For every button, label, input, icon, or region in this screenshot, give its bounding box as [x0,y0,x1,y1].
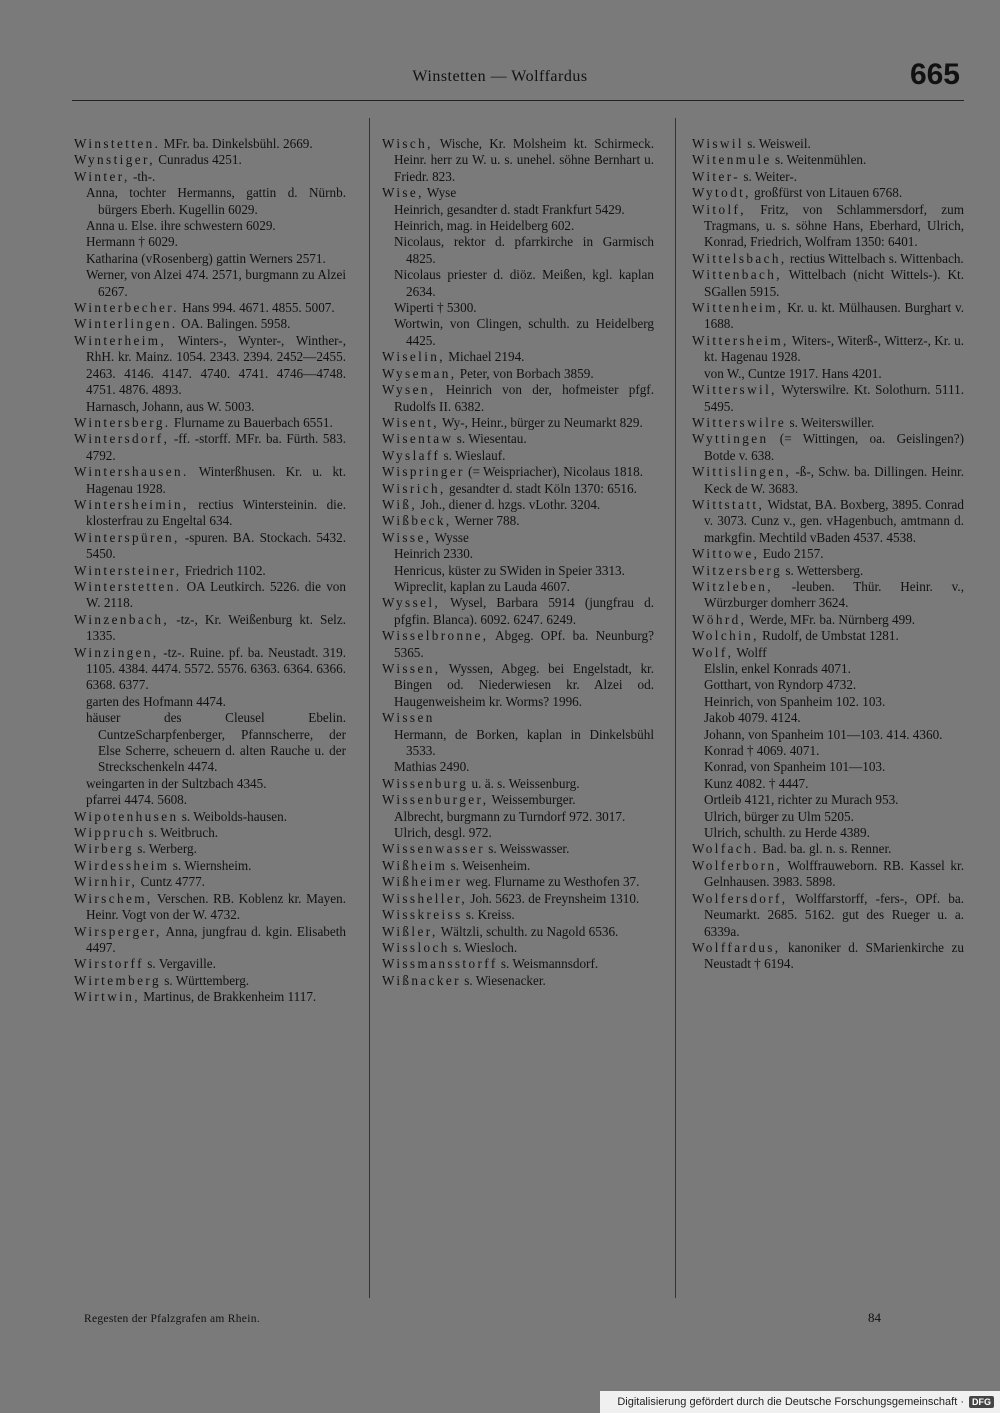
index-subentry: Anna u. Else. ihre schwestern 6029. [86,218,276,234]
entry-headword: Wittowe, [692,546,760,562]
entry-text: -th-. [129,168,156,184]
entry-headword: Wissenwasser [382,841,485,857]
dfg-logo-icon: DFG [969,1396,994,1408]
entry-headword: Wiswil [692,136,744,151]
index-entry [692,202,964,251]
entry-text: gesandter d. stadt Köln 1370: 6516. [445,480,637,496]
entry-text: s. Weismannsdorf. [497,956,599,972]
entry-headword: Wittelsbach, [692,250,787,266]
entry-text: rectius Wittelbach s. Wittenbach. [786,250,964,266]
index-entry [74,612,346,645]
index-subentry: Jakob 4079. 4124. [704,710,801,726]
entry-headword: Wintersheimin, [74,496,189,512]
footer-sheet-number: 84 [868,1310,881,1325]
entry-text: Wolff [733,644,767,660]
entry-headword: Wisrich, [382,480,446,496]
entry-headword: Wissmansstorff [382,956,498,972]
entry-text: Wittelbach (nicht Wittels-). Kt. SGallen 5915. [704,267,964,299]
index-column-3 [692,136,964,973]
entry-headword: Wißler, [382,923,438,939]
entry-text: rectius Wintersteinin. die. klosterfrau zu Engeltal 634. [86,496,346,529]
entry-text: s. Weisswasser. [484,841,570,857]
index-entry [692,579,964,612]
index-entry [382,530,654,546]
entry-text: Abgeg. OPf. ba. Neunburg? 5365. [394,628,654,660]
index-entry [382,710,654,726]
entry-text: s. Wiernsheim. [169,857,252,873]
entry-text: s. Wieslauf. [440,447,506,463]
entry-text: Hans 994. 4671. 4855. 5007. [179,300,335,316]
entry-text: Werner 788. [451,513,520,529]
index-entry [692,497,964,546]
entry-text: Eudo 2157. [759,546,824,562]
index-entry [382,513,654,529]
index-subentry: Ulrich, schulth. zu Herde 4389. [704,825,870,841]
index-column-2 [382,136,654,989]
index-entry [382,349,654,365]
entry-headword: Wißbeck, [382,513,452,529]
entry-headword: Winter, [74,168,130,184]
index-entry [382,497,654,513]
index-entry [382,382,654,415]
entry-headword: Wolfach. [692,841,759,857]
index-entry [382,136,654,185]
entry-text: Wyse [423,185,457,201]
index-entry [74,858,346,874]
entry-text: Wolffrauweborn. RB. Kassel kr. Gelnhausen. 3983. 5898. [704,857,964,890]
entry-text: Wältzli, schulth. zu Nagold 6536. [437,923,619,939]
entry-headword: Wiselin, [382,349,445,365]
index-entry [74,497,346,530]
column-separator [675,118,676,1298]
entry-headword: Wolchin, [692,628,759,644]
entry-text: Joh. 5623. de Freynsheim 1310. [467,890,640,906]
entry-headword: Winterspüren, [74,529,180,545]
index-entry [382,973,654,989]
entry-headword: Wirtemberg [74,972,161,988]
index-subentry: garten des Hofmann 4474. [86,693,226,709]
entry-headword: Wirtwin, [74,989,140,1005]
index-entry [74,874,346,890]
entry-headword: Winzingen, [74,644,159,660]
entry-text: Widstat, BA. Boxberg, 3895. Conrad v. 3073. Cunz v., gen. vHagenbuch, amtmann d. markgfin. Mechtild vBaden 4537. 4538. [704,496,964,545]
entry-text: Witers-, Witerß-, Witterz-, Kr. u. kt. Hagenau 1928. [704,332,964,365]
index-subentry: Ulrich, desgl. 972. [394,825,492,841]
entry-text: Peter, von Borbach 3859. [456,365,594,381]
entry-text: -ß-, Schw. ba. Dillingen. Heinr. Keck de W. 3683. [704,464,964,496]
index-entry [74,300,346,316]
index-subentry: weingarten in der Sultzbach 4345. [86,775,267,791]
entry-text: s. Kreiss. [462,907,515,923]
index-entry [382,841,654,857]
index-subentry: Anna, tochter Hermanns, gattin d. Nürnb. bürgers Eberh. Kugellin 6029. [86,185,346,217]
entry-text: s. Württemberg. [160,972,250,988]
index-entry [692,152,964,168]
index-entry [382,628,654,661]
index-entry [74,415,346,431]
index-entry [382,366,654,382]
entry-headword: Wintersdorf, [74,431,170,447]
entry-text: s. Weitbruch. [145,825,219,841]
entry-text: s. Wiesloch. [449,939,518,955]
index-entry [692,858,964,891]
index-entry [74,579,346,612]
entry-text: Wyssen, Abgeg. bei Engelstadt, kr. Bingen od. Niederwiesen kr. Alzei od. Haugenweisheim kr. Worms? 1996. [394,661,654,709]
index-entry [692,251,964,267]
index-entry [382,595,654,628]
index-subentry: Konrad, von Spanheim 101—103. [704,759,886,775]
index-subentry: Nicolaus priester d. diöz. Meißen, kgl. kaplan 2634. [394,267,654,299]
entry-headword: Winterbecher. [74,300,179,316]
entry-headword: Wynstiger, [74,152,155,168]
entry-text: Wyterswilre. Kt. Solothurn. 5111. 5495. [704,382,964,414]
index-entry [692,546,964,562]
index-subentry: Albrecht, burgmann zu Turndorf 972. 3017. [394,808,626,824]
entry-text: s. Weisweil. [743,136,811,151]
index-entry [692,841,964,857]
entry-text: -tz-, Kr. Weißenburg kt. Selz. 1335. [86,611,346,644]
index-entry [74,989,346,1005]
entry-headword: Wolferborn, [692,857,783,873]
index-entry [74,924,346,957]
index-entry [692,628,964,644]
entry-headword: Witer- [692,168,741,184]
entry-headword: Winterheim, [74,332,167,348]
entry-headword: Wiß, [382,496,418,512]
index-entry [382,185,654,201]
entry-text: Friedrich 1102. [181,562,266,578]
entry-text: Cuntz 4777. [137,874,205,890]
index-subentry: Henricus, küster zu SWiden in Speier 3313. [394,562,625,578]
index-subentry: Wortwin, von Clingen, schulth. zu Heidelberg 4425. [394,316,654,348]
entry-text: s. Wiesentau. [453,431,527,447]
index-subentry: Wipreclit, kaplan zu Lauda 4607. [394,578,570,594]
entry-headword: Wysen, [382,382,436,398]
index-subentry: Elslin, enkel Konrads 4071. [704,661,851,676]
index-entry [692,431,964,464]
entry-headword: Winstetten. [74,136,161,151]
index-entry [382,464,654,480]
index-column-1 [74,136,346,1006]
index-entry [692,415,964,431]
entry-headword: Wißheim [382,857,448,873]
entry-headword: Wissen [382,710,435,726]
index-entry [692,563,964,579]
index-entry [692,645,964,661]
index-entry [382,661,654,710]
entry-headword: Winzenbach, [74,611,170,627]
index-entry [692,612,964,628]
entry-text: Wolffarstorff, -fers-, OPf. ba. Neumarkt. 2685. 5162. gut des Rueger u. a. 6339a. [704,890,964,939]
entry-headword: Wolffardus, [692,939,781,955]
index-subentry: Gotthart, von Ryndorp 4732. [704,677,857,693]
entry-text: (= Weispriacher), Nicolaus 1818. [464,464,644,480]
entry-headword: Winterstetten. [74,578,182,594]
entry-headword: Wintersteiner, [74,562,182,578]
index-entry [74,645,346,694]
index-subentry: Harnasch, Johann, aus W. 5003. [86,398,255,414]
entry-headword: Winterlingen. [74,316,178,332]
index-subentry: Heinrich, gesandter d. stadt Frankfurt 5429. [394,201,625,217]
entry-text: s. Weiterswiller. [786,414,875,430]
index-subentry: Werner, von Alzei 474. 2571, burgmann zu Alzei 6267. [86,267,346,299]
entry-text: Flurname zu Bauerbach 6551. [170,414,333,430]
entry-headword: Wirschem, [74,890,153,906]
index-entry [74,809,346,825]
page-number: 665 [909,58,960,91]
entry-text: -spuren. BA. Stockach. 5432. 5450. [86,529,346,562]
entry-headword: Wisselbronne, [382,628,489,644]
index-entry [692,169,964,185]
index-entry [692,185,964,201]
index-entry [382,907,654,923]
entry-headword: Witenmule [692,152,772,168]
index-subentry: Heinrich, von Spanheim 102. 103. [704,693,886,709]
index-entry [74,136,346,152]
index-subentry: Mathias 2490. [394,759,470,775]
entry-text: Wysel, Barbara 5914 (jungfrau d. pfgfin. Blanca). 6092. 6247. 6249. [394,595,654,627]
entry-headword: Wittislingen, [692,464,792,480]
entry-headword: Wintershausen. [74,464,189,480]
entry-text: s. Weiter-. [740,168,798,184]
entry-text: Werde, MFr. ba. Nürnberg 499. [746,611,916,627]
entry-headword: Wolfersdorf, [692,890,788,906]
index-entry [74,530,346,563]
entry-headword: Wisent, [382,414,439,430]
entry-headword: Wissheller, [382,890,468,906]
entry-text: s. Wiesenacker. [460,972,546,988]
entry-text: Anna, jungfrau d. kgin. Elisabeth 4497. [86,923,346,955]
index-entry [74,973,346,989]
index-subentry: Hermann † 6029. [86,234,178,250]
index-entry [382,431,654,447]
entry-text: Wy-, Heinr., bürger zu Neumarkt 829. [438,414,643,430]
entry-headword: Wittersheim, [692,332,789,348]
entry-headword: Wisch, [382,136,433,151]
index-subentry: Nicolaus, rektor d. pfarrkirche in Garmisch 4825. [394,234,654,266]
index-entry [74,333,346,399]
index-entry [74,169,346,185]
entry-headword: Wöhrd, [692,611,747,627]
entry-headword: Wytodt, [692,185,751,201]
index-entry [74,464,346,497]
entry-headword: Witzersberg [692,562,783,578]
index-subentry: Katharina (vRosenberg) gattin Werners 2571. [86,250,326,266]
entry-text: Michael 2194. [445,349,525,365]
entry-headword: Wipotenhusen [74,808,179,824]
index-subentry: Konrad † 4069. 4071. [704,743,820,759]
entry-headword: Wissenburger, [382,792,489,808]
footer-source: Regesten der Pfalzgrafen am Rhein. [84,1313,260,1325]
digitization-bar [600,1391,1000,1413]
entry-headword: Wittenbach, [692,267,782,283]
index-entry [692,382,964,415]
index-entry [382,792,654,808]
entry-text: Verschen. RB. Koblenz kr. Mayen. Heinr. Vogt von der W. 4732. [86,890,346,923]
index-entry [74,431,346,464]
entry-text: OA. Balingen. 5958. [177,316,291,332]
entry-headword: Wyseman, [382,365,457,381]
entry-text: -tz-. Ruine. pf. ba. Neustadt. 319. 1105. 4384. 4474. 5572. 5576. 6363. 6364. 6366. 6368. 6377. [86,644,346,693]
page-header-title: Winstetten — Wolffardus [412,68,588,85]
entry-headword: Wirstorff [74,956,144,972]
index-entry [382,858,654,874]
entry-text: u. ä. s. Weissenburg. [468,775,580,791]
index-entry [74,563,346,579]
entry-text: Rudolf, de Umbstat 1281. [758,628,899,644]
entry-headword: Wirdessheim [74,857,170,873]
entry-headword: Wirberg [74,841,134,857]
entry-text: Bad. ba. gl. n. s. Renner. [758,841,892,857]
entry-text: -ff. -storff. MFr. ba. Fürth. 583. 4792. [86,431,346,463]
entry-text: s. Wettersberg. [782,562,864,578]
column-separator [369,118,370,1298]
index-entry [382,924,654,940]
index-entry [692,940,964,973]
entry-text: s. Werberg. [133,841,197,857]
entry-headword: Wisentaw [382,431,454,447]
entry-headword: Wirsperger, [74,923,162,939]
entry-text: Wische, Kr. Molsheim kt. Schirmeck. Heinr. herr zu W. u. s. unehel. söhne Bernhart u. Friedr. 823. [394,136,654,184]
index-entry [382,956,654,972]
index-subentry: Heinrich, mag. in Heidelberg 602. [394,218,575,234]
entry-headword: Wittenheim, [692,300,784,316]
index-entry [74,956,346,972]
entry-headword: Wittstatt, [692,496,765,512]
entry-headword: Wisskreiss [382,907,463,923]
entry-headword: Wissloch [382,939,450,955]
entry-headword: Wispringer [382,464,465,480]
entry-headword: Witterswil, [692,382,777,398]
index-entry [382,891,654,907]
index-entry [74,841,346,857]
entry-text: kanoniker d. SMarienkirche zu Neustadt † 6194. [704,939,964,972]
index-entry [692,464,964,497]
index-entry [74,825,346,841]
entry-text: Winterßhusen. Kr. u. kt. Hagenau 1928. [86,464,346,496]
index-entry [382,776,654,792]
entry-headword: Wirnhir, [74,874,138,890]
index-entry [692,333,964,366]
entry-text: s. Vergaville. [143,956,216,972]
entry-text: OA Leutkirch. 5226. die von W. 2118. [86,578,346,611]
entry-text: s. Weibolds-hausen. [178,808,288,824]
index-subentry: häuser des Cleusel Ebelin. CuntzeScharpfenberger, Pfannscherre, der Else Scherre, scheuern d. alten Rauche u. der Streckschenkeln 4474. [86,710,346,775]
entry-text: Martinus, de Brakkenheim 1117. [139,989,317,1005]
index-subentry: Heinrich 2330. [394,546,474,562]
index-entry [382,481,654,497]
index-entry [74,316,346,332]
index-entry [692,136,964,152]
entry-text: großfürst von Litauen 6768. [750,185,903,201]
index-entry [692,267,964,300]
entry-text: -leuben. Thür. Heinr. v., Würzburger domherr 3624. [704,578,964,611]
entry-text: Joh., diener d. hzgs. vLothr. 3204. [417,496,601,512]
index-subentry: Hermann, de Borken, kaplan in Dinkelsbühl 3533. [394,726,654,759]
entry-text: Wysse [431,529,469,545]
entry-text: MFr. ba. Dinkelsbühl. 2669. [160,136,313,151]
digitization-note: Digitalisierung gefördert durch die Deutsche Forschungsgemeinschaft · [617,1396,964,1408]
entry-headword: Wyslaff [382,447,441,463]
index-subentry: Ortleib 4121, richter zu Murach 953. [704,792,899,808]
entry-headword: Witzleben, [692,578,773,594]
index-subentry: Ulrich, bürger zu Ulm 5205. [704,808,854,824]
entry-headword: Wisse, [382,529,432,545]
index-subentry: pfarrei 4474. 5608. [86,792,188,808]
entry-text: Weissemburger. [488,792,576,808]
header-rule [72,100,964,101]
entry-headword: Wyssel, [382,595,441,611]
entry-headword: Witolf, [692,201,746,217]
index-subentry: von W., Cuntze 1917. Hans 4201. [704,365,882,381]
index-subentry: Johann, von Spanheim 101—103. 414. 4360. [704,726,943,742]
index-entry [692,891,964,940]
index-entry [382,874,654,890]
entry-text: s. Weitenmühlen. [771,152,867,168]
entry-headword: Wißheimer [382,874,463,890]
entry-text: Fritz, von Schlammersdorf, zum Tragmans, u. s. söhne Hans, Eberhard, Ulrich, Konrad, Friedrich, Wolfram 1350: 6401. [704,201,964,250]
entry-headword: Wippruch [74,825,146,841]
index-entry [74,152,346,168]
entry-headword: Wissenburg [382,775,469,791]
index-subentry: Kunz 4082. † 4447. [704,775,809,791]
entry-text: Winters-, Wynter-, Winther-, RhH. kr. Mainz. 1054. 2343. 2394. 2452—2455. 2463. 4146. 4147. 4740. 4741. 4746—4748. 4751. 4876. 4893. [86,332,346,398]
entry-headword: Wise, [382,185,424,201]
entry-text: s. Weisenheim. [447,857,531,873]
index-entry [382,415,654,431]
entry-text: (= Wittingen, oa. Geislingen?) Botde v. 638. [704,431,964,463]
entry-headword: Wißnacker [382,972,461,988]
entry-text: Heinrich von der, hofmeister pfgf. Rudolfs II. 6382. [394,382,654,414]
index-entry [692,300,964,333]
entry-headword: Wissen, [382,661,441,676]
entry-text: Cunradus 4251. [154,152,242,168]
entry-text: Kr. u. kt. Mülhausen. Burghart v. 1688. [704,300,964,332]
index-entry [74,891,346,924]
entry-headword: Wyttingen [692,431,769,447]
entry-headword: Wintersberg. [74,414,171,430]
index-entry [382,448,654,464]
index-entry [382,940,654,956]
entry-text: weg. Flurname zu Westhofen 37. [462,874,640,890]
entry-headword: Witterswilre [692,414,787,430]
index-subentry: Wiperti † 5300. [394,300,477,316]
entry-headword: Wolf, [692,644,734,660]
